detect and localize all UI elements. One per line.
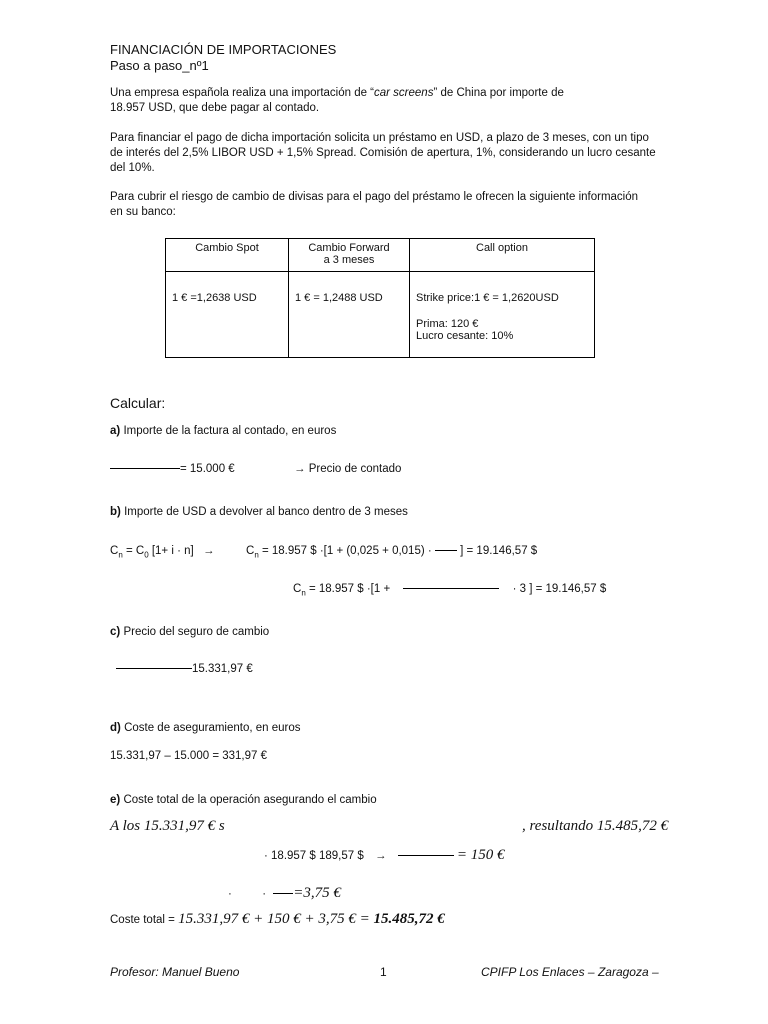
page-number: 1 [380,965,387,979]
cell-forward: 1 € = 1,2488 USD [289,272,410,358]
calc-title: Calcular: [110,395,166,411]
answer-e-line1-right: , resultando 15.485,72 € [522,818,669,834]
arrow-right-icon: → [203,545,215,557]
footer-author: Profesor: Manuel Bueno [110,965,240,979]
intro-paragraph-1: Una empresa española realiza una importación de “car screens” de China por importe de 18.957 USD, que debe pagar al contado. [110,87,564,114]
exchange-rates-table [165,238,595,358]
answer-a: = 15.000 € [110,463,235,475]
footer-institution: CPIFP Los Enlaces – Zaragoza – [481,965,659,979]
header-call-option: Call option [410,239,595,272]
fraction-line [273,893,293,894]
answer-e-line2: · 18.957 $ 189,57 $ → = 150 € [264,847,505,863]
note-a: → Precio de contado [294,463,402,475]
question-d: d) Coste de aseguramiento, en euros [110,722,301,734]
fraction-line [116,668,192,669]
cell-call-option: Strike price:1 € = 1,2620USD Prima: 120 € Lucro cesante: 10% [410,272,595,358]
formula-b-2: $C_n = 18.957$ $ ·[1 + (0,025 + 0,015) · ] = 19.146,57 $ [246,545,538,560]
question-b: b) Importe de USD a devolver al banco dentro de 3 meses [110,506,408,518]
answer-c: 15.331,97 € [116,663,253,675]
fraction-line [110,468,180,469]
question-e: e) Coste total de la operación asegurando el cambio [110,794,377,806]
question-c: c) Precio del seguro de cambio [110,626,270,638]
arrow-right-icon: → [374,850,387,862]
document-subtitle: Paso a paso_nº1 [110,58,209,73]
intro-paragraph-2: Para financiar el pago de dicha importación solicita un préstamo en USD, a plazo de 3 meses, con un tipo de interés del 2,5% LIBOR USD + 1,5% Spread. Comisión de apertura, 1%, considerando un lucro cesante del 10%. [110,132,656,174]
answer-d: 15.331,97 – 15.000 = 331,97 € [110,750,267,762]
total-cost: Coste total = 15.331,97 € + 150 € + 3,75 € = 15.485,72 € [110,911,445,927]
formula-b-1: $C_n = C_0$ [1+ i · n] [110,545,194,560]
question-a: a) Importe de la factura al contado, en euros [110,425,337,437]
table-row [166,272,595,358]
document-title: FINANCIACIÓN DE IMPORTACIONES [110,42,337,57]
answer-e-line1-left: A los 15.331,97 € s [110,818,225,834]
header-cambio-spot: Cambio Spot [166,239,289,272]
fraction-line [403,588,499,589]
header-cambio-forward: Cambio Forward a 3 meses [289,239,410,272]
answer-e-line3: · · =3,75 € [228,885,341,901]
intro-paragraph-3: Para cubrir el riesgo de cambio de divisas para el pago del préstamo le ofrecen la siguiente información en su banco: [110,191,639,218]
fraction-line [398,855,454,856]
fraction-line [435,550,457,551]
formula-b-3: $C_n = 18.957$ $ ·[1 + · 3 ] = 19.146,57 $ [293,583,607,598]
arrow-right-icon: → [294,463,306,475]
table-header-row [166,239,595,272]
cell-spot: 1 € =1,2638 USD [166,272,289,358]
